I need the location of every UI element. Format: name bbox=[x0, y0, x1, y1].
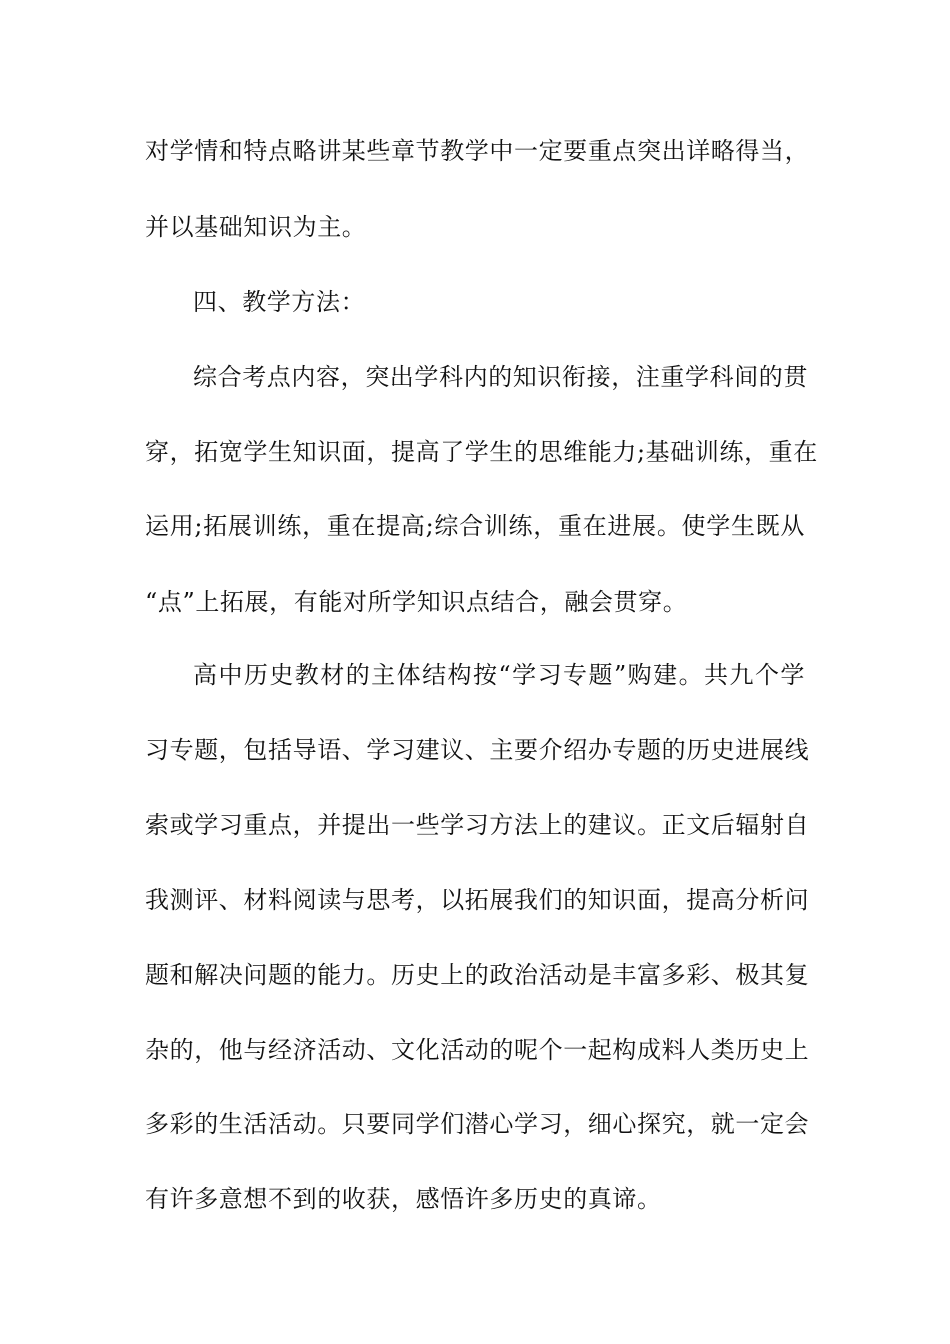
paragraph-line: 我测评、材料阅读与思考，以拓展我们的知识面，提高分析问 bbox=[145, 886, 810, 914]
paragraph-line: 索或学习重点，并提出一些学习方法上的建议。正文后辐射自 bbox=[145, 811, 810, 839]
paragraph-line: 对学情和特点略讲某些章节教学中一定要重点突出详略得当， bbox=[145, 137, 810, 165]
paragraph-line: 并以基础知识为主。 bbox=[145, 213, 367, 241]
paragraph-line: 杂的，他与经济活动、文化活动的呢个一起构成料人类历史上 bbox=[145, 1036, 810, 1064]
section-heading: 四、教学方法： bbox=[193, 288, 366, 316]
paragraph-line: 穿，拓宽学生知识面，提高了学生的思维能力;基础训练，重在 bbox=[145, 438, 818, 466]
paragraph-line: 高中历史教材的主体结构按“学习专题”购建。共九个学 bbox=[193, 661, 805, 689]
paragraph-line: “点”上拓展，有能对所学知识点结合，融会贯穿。 bbox=[145, 588, 688, 616]
paragraph-line: 题和解决问题的能力。历史上的政治活动是丰富多彩、极其复 bbox=[145, 961, 810, 989]
paragraph-line: 综合考点内容，突出学科内的知识衔接，注重学科间的贯 bbox=[193, 363, 808, 391]
paragraph-line: 多彩的生活活动。只要同学们潜心学习，细心探究，就一定会 bbox=[145, 1110, 810, 1138]
paragraph-line: 有许多意想不到的收获，感悟许多历史的真谛。 bbox=[145, 1185, 662, 1213]
paragraph-line: 运用;拓展训练，重在提高;综合训练，重在进展。使学生既从 bbox=[145, 512, 805, 540]
paragraph-line: 习专题，包括导语、学习建议、主要介绍办专题的历史进展线 bbox=[145, 736, 810, 764]
